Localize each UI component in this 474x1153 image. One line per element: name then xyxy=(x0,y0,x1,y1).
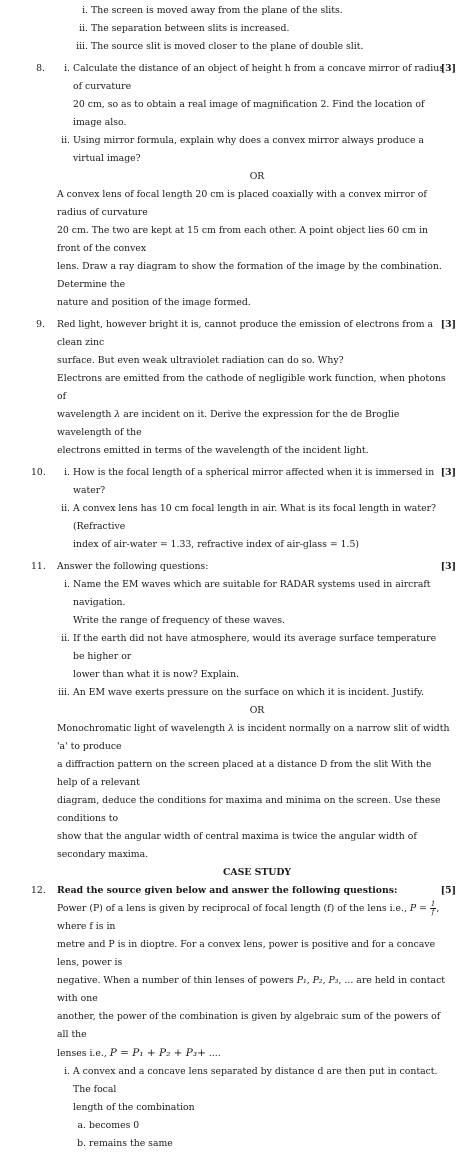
question-number: 10. xyxy=(31,467,46,478)
question-10 xyxy=(0,464,474,554)
roman-numeral: iii. xyxy=(76,41,88,52)
paragraph-line xyxy=(57,1044,450,1063)
list-item xyxy=(75,20,450,38)
roman-numeral: ii. xyxy=(61,135,70,146)
text-run: .... xyxy=(205,1048,221,1059)
formula-lhs: P = xyxy=(409,903,430,914)
lambda-symbol: λ xyxy=(228,723,234,734)
text-run: are incident on it. Derive the expression for the de Broglie wavelength of the xyxy=(57,409,400,438)
text-run: Power (P) of a lens is given by reciprocal of focal length (f) of the lens i.e., xyxy=(57,903,410,914)
sub-question-text: Using mirror formula, explain why does a convex mirror always produce a virtual image? xyxy=(73,135,424,164)
sub-question-text: A convex and a concave lens separated by distance d are then put in contact. The focal xyxy=(73,1066,438,1095)
or-divider: OR xyxy=(249,171,265,182)
text-run: lenses i.e., xyxy=(57,1048,110,1059)
question-number: 8. xyxy=(36,63,45,74)
alternative-question xyxy=(57,186,450,312)
text-run: is incident normally on a narrow slit of width 'a' to produce xyxy=(57,723,450,752)
roman-numeral: ii. xyxy=(79,23,88,34)
question-paper-page xyxy=(0,2,474,1153)
list-item-text: The source slit is moved closer to the plane of double slit. xyxy=(91,41,364,52)
roman-numeral: i. xyxy=(64,1066,70,1077)
text-run: negative. When a number of thin lenses of powers xyxy=(57,975,297,986)
paragraph-line: show that the angular width of central maxima is twice the angular width of secondary maxima. xyxy=(57,831,417,860)
paragraph-line xyxy=(57,972,450,1008)
option-a xyxy=(73,1117,450,1135)
marks-label: [3] xyxy=(440,467,456,478)
paragraph-line: A convex lens of focal length 20 cm is placed coaxially with a convex mirror of radius of curvature xyxy=(57,189,427,218)
paragraph-line xyxy=(57,406,450,442)
question-8 xyxy=(0,60,474,312)
fraction-numerator: 1 xyxy=(430,900,436,908)
sub-question-text: Write the range of frequency of these waves. xyxy=(73,615,285,626)
paragraph-line: another, the power of the combination is given by algebraic sum of the powers of all the xyxy=(57,1011,441,1040)
lambda-symbol: λ xyxy=(114,409,121,420)
marks-label: [3] xyxy=(440,561,456,572)
question-intro: Answer the following questions: xyxy=(57,561,209,572)
paragraph-line: metre and P is in dioptre. For a convex lens, power is positive and for a concave lens, power is xyxy=(57,939,436,968)
sub-question-iii xyxy=(57,684,450,702)
text-run: Monochromatic light of wavelength xyxy=(57,723,229,734)
paragraph-line: lens. Draw a ray diagram to show the formation of the image by the combination. Determine the xyxy=(57,261,442,290)
question-number: 11. xyxy=(31,561,46,572)
sub-question-i xyxy=(57,1063,450,1153)
sub-question-text: 20 cm, so as to obtain a real image of magnification 2. Find the location of image also. xyxy=(73,99,425,128)
sub-question-ii xyxy=(57,500,450,554)
question-11 xyxy=(0,558,474,864)
option-text: becomes 0 xyxy=(89,1120,140,1131)
sub-question-i xyxy=(57,60,450,132)
sub-question-text: How is the focal length of a spherical mirror affected when it is immersed in water? xyxy=(73,467,435,496)
sub-question-text: lower than what it is now? Explain. xyxy=(73,669,240,680)
sub-question-text: index of air-water = 1.33, refractive index of air-glass = 1.5) xyxy=(73,539,360,550)
option-label: a. xyxy=(77,1120,86,1131)
roman-numeral: iii. xyxy=(58,687,70,698)
sub-question-i xyxy=(57,464,450,500)
formula-powers: P₁, P₂, P₃ xyxy=(296,975,339,986)
text-run: , where f is in xyxy=(57,903,440,932)
roman-numeral: i. xyxy=(64,467,70,478)
sub-question-text: An EM wave exerts pressure on the surface on which it is incident. Justify. xyxy=(73,687,424,698)
formula-sum: P = P₁ + P₂ + P₃+ xyxy=(109,1047,206,1059)
paragraph-line: nature and position of the image formed. xyxy=(57,297,251,308)
option-label: b. xyxy=(77,1138,86,1149)
question-number: 12. xyxy=(31,885,46,896)
previous-question-continuation xyxy=(0,2,474,56)
text-run: , ... are held in contact with one xyxy=(57,975,446,1004)
paragraph-line: a diffraction pattern on the screen placed at a distance D from the slit With the help of a relevant xyxy=(57,759,432,788)
roman-numeral: ii. xyxy=(61,503,70,514)
marks-label: [3] xyxy=(440,63,456,74)
sub-question-text: A convex lens has 10 cm focal length in air. What is its focal length in water? (Refractive xyxy=(73,503,437,532)
question-9 xyxy=(0,316,474,460)
list-item xyxy=(75,2,450,20)
option-text: remains the same xyxy=(89,1138,173,1149)
paragraph-line xyxy=(57,900,450,936)
sub-question-text: If the earth did not have atmosphere, would its average surface temperature be higher or xyxy=(73,633,437,662)
option-b xyxy=(73,1135,450,1153)
paragraph-line: Electrons are emitted from the cathode of negligible work function, when photons of xyxy=(57,373,446,402)
marks-label: [3] xyxy=(440,319,456,330)
list-item-text: The separation between slits is increased. xyxy=(91,23,290,34)
question-number: 9. xyxy=(36,319,45,330)
roman-numeral: i. xyxy=(64,579,70,590)
sub-question-ii xyxy=(57,132,450,168)
fraction-denominator: f xyxy=(431,908,435,916)
paragraph-line: 20 cm. The two are kept at 15 cm from each other. A point object lies 60 cm in front of the convex xyxy=(57,225,429,254)
sub-question-i xyxy=(57,576,450,630)
paragraph-line xyxy=(57,720,450,756)
section-heading: CASE STUDY xyxy=(222,867,292,878)
sub-question-ii xyxy=(57,630,450,684)
marks-label: [5] xyxy=(440,885,456,896)
roman-numeral: ii. xyxy=(61,633,70,644)
list-item xyxy=(75,38,450,56)
sub-question-text: Calculate the distance of an object of height h from a concave mirror of radius of curvature xyxy=(73,63,445,92)
question-intro: Read the source given below and answer the following questions: xyxy=(57,885,398,896)
question-12 xyxy=(0,882,474,1153)
paragraph-line: surface. But even weak ultraviolet radiation can do so. Why? xyxy=(57,355,344,366)
roman-numeral: i. xyxy=(64,63,70,74)
sub-question-text: length of the combination xyxy=(73,1102,195,1113)
alternative-question xyxy=(57,720,450,864)
roman-numeral: i. xyxy=(82,5,88,16)
text-run: wavelength xyxy=(57,409,115,420)
or-divider: OR xyxy=(249,705,265,716)
paragraph-line: electrons emitted in terms of the wavelength of the incident light. xyxy=(57,445,369,456)
list-item-text: The screen is moved away from the plane of the slits. xyxy=(91,5,343,16)
paragraph-line: diagram, deduce the conditions for maxima and minima on the screen. Use these conditions to xyxy=(57,795,441,824)
sub-question-text: Name the EM waves which are suitable for RADAR systems used in aircraft navigation. xyxy=(73,579,431,608)
paragraph-line: Red light, however bright it is, cannot produce the emission of electrons from a clean zinc xyxy=(57,319,434,348)
